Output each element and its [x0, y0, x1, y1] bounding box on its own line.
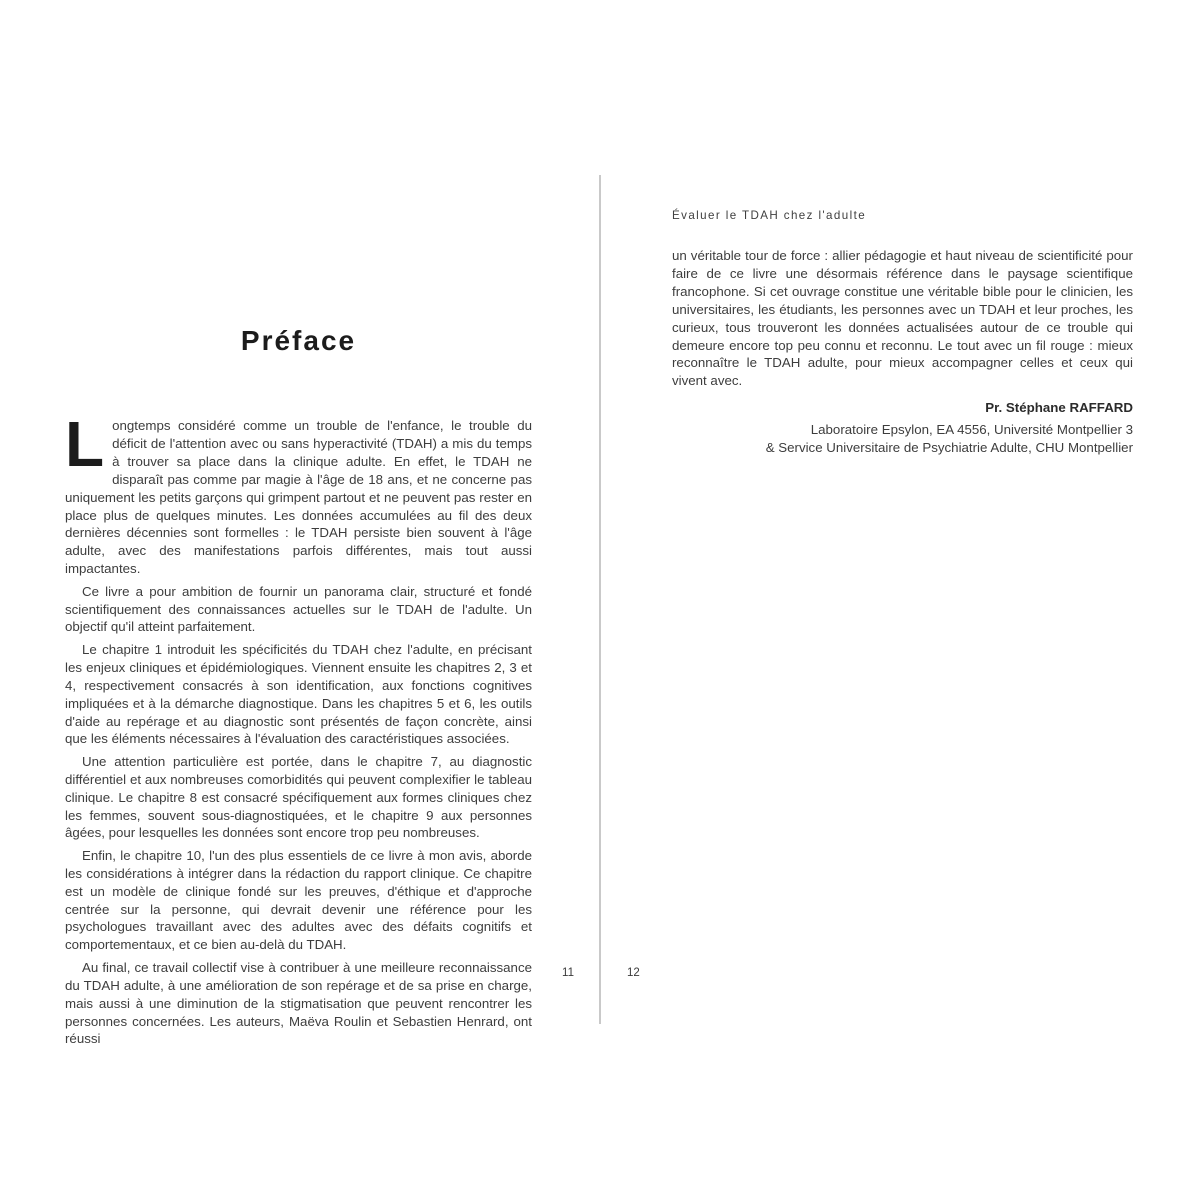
paragraph: Ce livre a pour ambition de fournir un panorama clair, structuré et fondé scientifiquement des connaissances actuelles sur le TDAH de l'adulte. Un objectif qu'il atteint parfaitement. [65, 583, 532, 635]
preface-title: Préface [240, 325, 357, 356]
signature-block [672, 399, 1133, 457]
signature-affiliation-line2: & Service Universitaire de Psychiatrie Adulte, CHU Montpellier [765, 440, 1133, 456]
paragraph: Enfin, le chapitre 10, l'un des plus essentiels de ce livre à mon avis, aborde les considérations à intégrer dans la rédaction du rapport clinique. Ce chapitre est un modèle de clinique fondé sur les preuves, d'éthique et d'approche centrée sur la personne, qui devrait devenir une référence pour les psychologues travaillant avec des adultes avec des défaits cognitifs et comportementaux, et ce bien au-delà du TDAH. [65, 847, 532, 953]
drop-cap: L [65, 408, 105, 480]
signature-name: Pr. Stéphane RAFFARD [985, 400, 1133, 416]
signature-affiliation-line1: Laboratoire Epsylon, EA 4556, Université Montpellier 3 [810, 422, 1133, 438]
page-number-12: 12 [627, 967, 640, 979]
right-page [672, 247, 1133, 457]
running-header: Évaluer le TDAH chez l'adulte [672, 209, 867, 222]
paragraph: Une attention particulière est portée, dans le chapitre 7, au diagnostic différentiel et aux nombreuses comorbidités qui peuvent complexifier le tableau clinique. Le chapitre 8 est consacré spécifiquement aux formes cliniques chez les femmes, souvent sous-diagnostiquées, et le chapitre 9 aux personnes âgées, pour lesquelles les données sont encore trop peu nombreuses. [65, 753, 532, 841]
paragraph: Le chapitre 1 introduit les spécificités du TDAH chez l'adulte, en précisant les enjeux cliniques et épidémiologiques. Viennent ensuite les chapitres 2, 3 et 4, respectivement consacrés à son identification, aux fonctions cognitives impliquées et à la démarche diagnostique. Dans les chapitres 5 et 6, les outils d'aide au repérage et au diagnostic sont présentés de façon concrète, ainsi que les éléments nécessaires à l'évaluation des caractéristiques associées. [65, 641, 532, 747]
left-page [65, 327, 532, 1048]
preface-paragraphs [65, 408, 532, 1048]
page-number-11: 11 [562, 967, 574, 979]
paragraph: Au final, ce travail collectif vise à contribuer à une meilleure reconnaissance du TDAH adulte, à une amélioration de son repérage et de sa prise en charge, mais aussi à une diminution de la stigmatisation que peuvent rencontrer les personnes concernées. Les auteurs, Maëva Roulin et Sebastien Henrard, ont réussi [65, 959, 532, 1047]
page-gutter-divider [599, 175, 601, 1024]
paragraph: Longtemps considéré comme un trouble de l'enfance, le trouble du déficit de l'attention avec ou sans hyperactivité (TDAH) a mis du temps à trouver sa place dans la clinique adulte. En effet, le TDAH ne disparaît pas comme par magie à l'âge de 18 ans, et ne concerne pas uniquement les petits garçons qui grimpent partout et ne peuvent pas rester en place plus de quelques minutes. Les données accumulées au fil des deux dernières décennies sont formelles : le TDAH persiste bien souvent à l'âge adulte, avec des manifestations parfois différentes, mais tout aussi impactantes. [65, 408, 532, 577]
right-page-paragraph: un véritable tour de force : allier pédagogie et haut niveau de scientificité pour faire de ce livre une désormais référence dans le paysage scientifique francophone. Si cet ouvrage constitue une véritable bible pour le clinicien, les universitaires, les étudiants, les personnes avec un TDAH et leur proches, les curieux, tous trouveront les données actualisées autour de ce trouble qui demeure encore top peu connu et reconnu. Le tout avec un fil rouge : mieux reconnaître le TDAH adulte, pour mieux accompagner celles et ceux qui vivent avec. [672, 248, 1133, 389]
